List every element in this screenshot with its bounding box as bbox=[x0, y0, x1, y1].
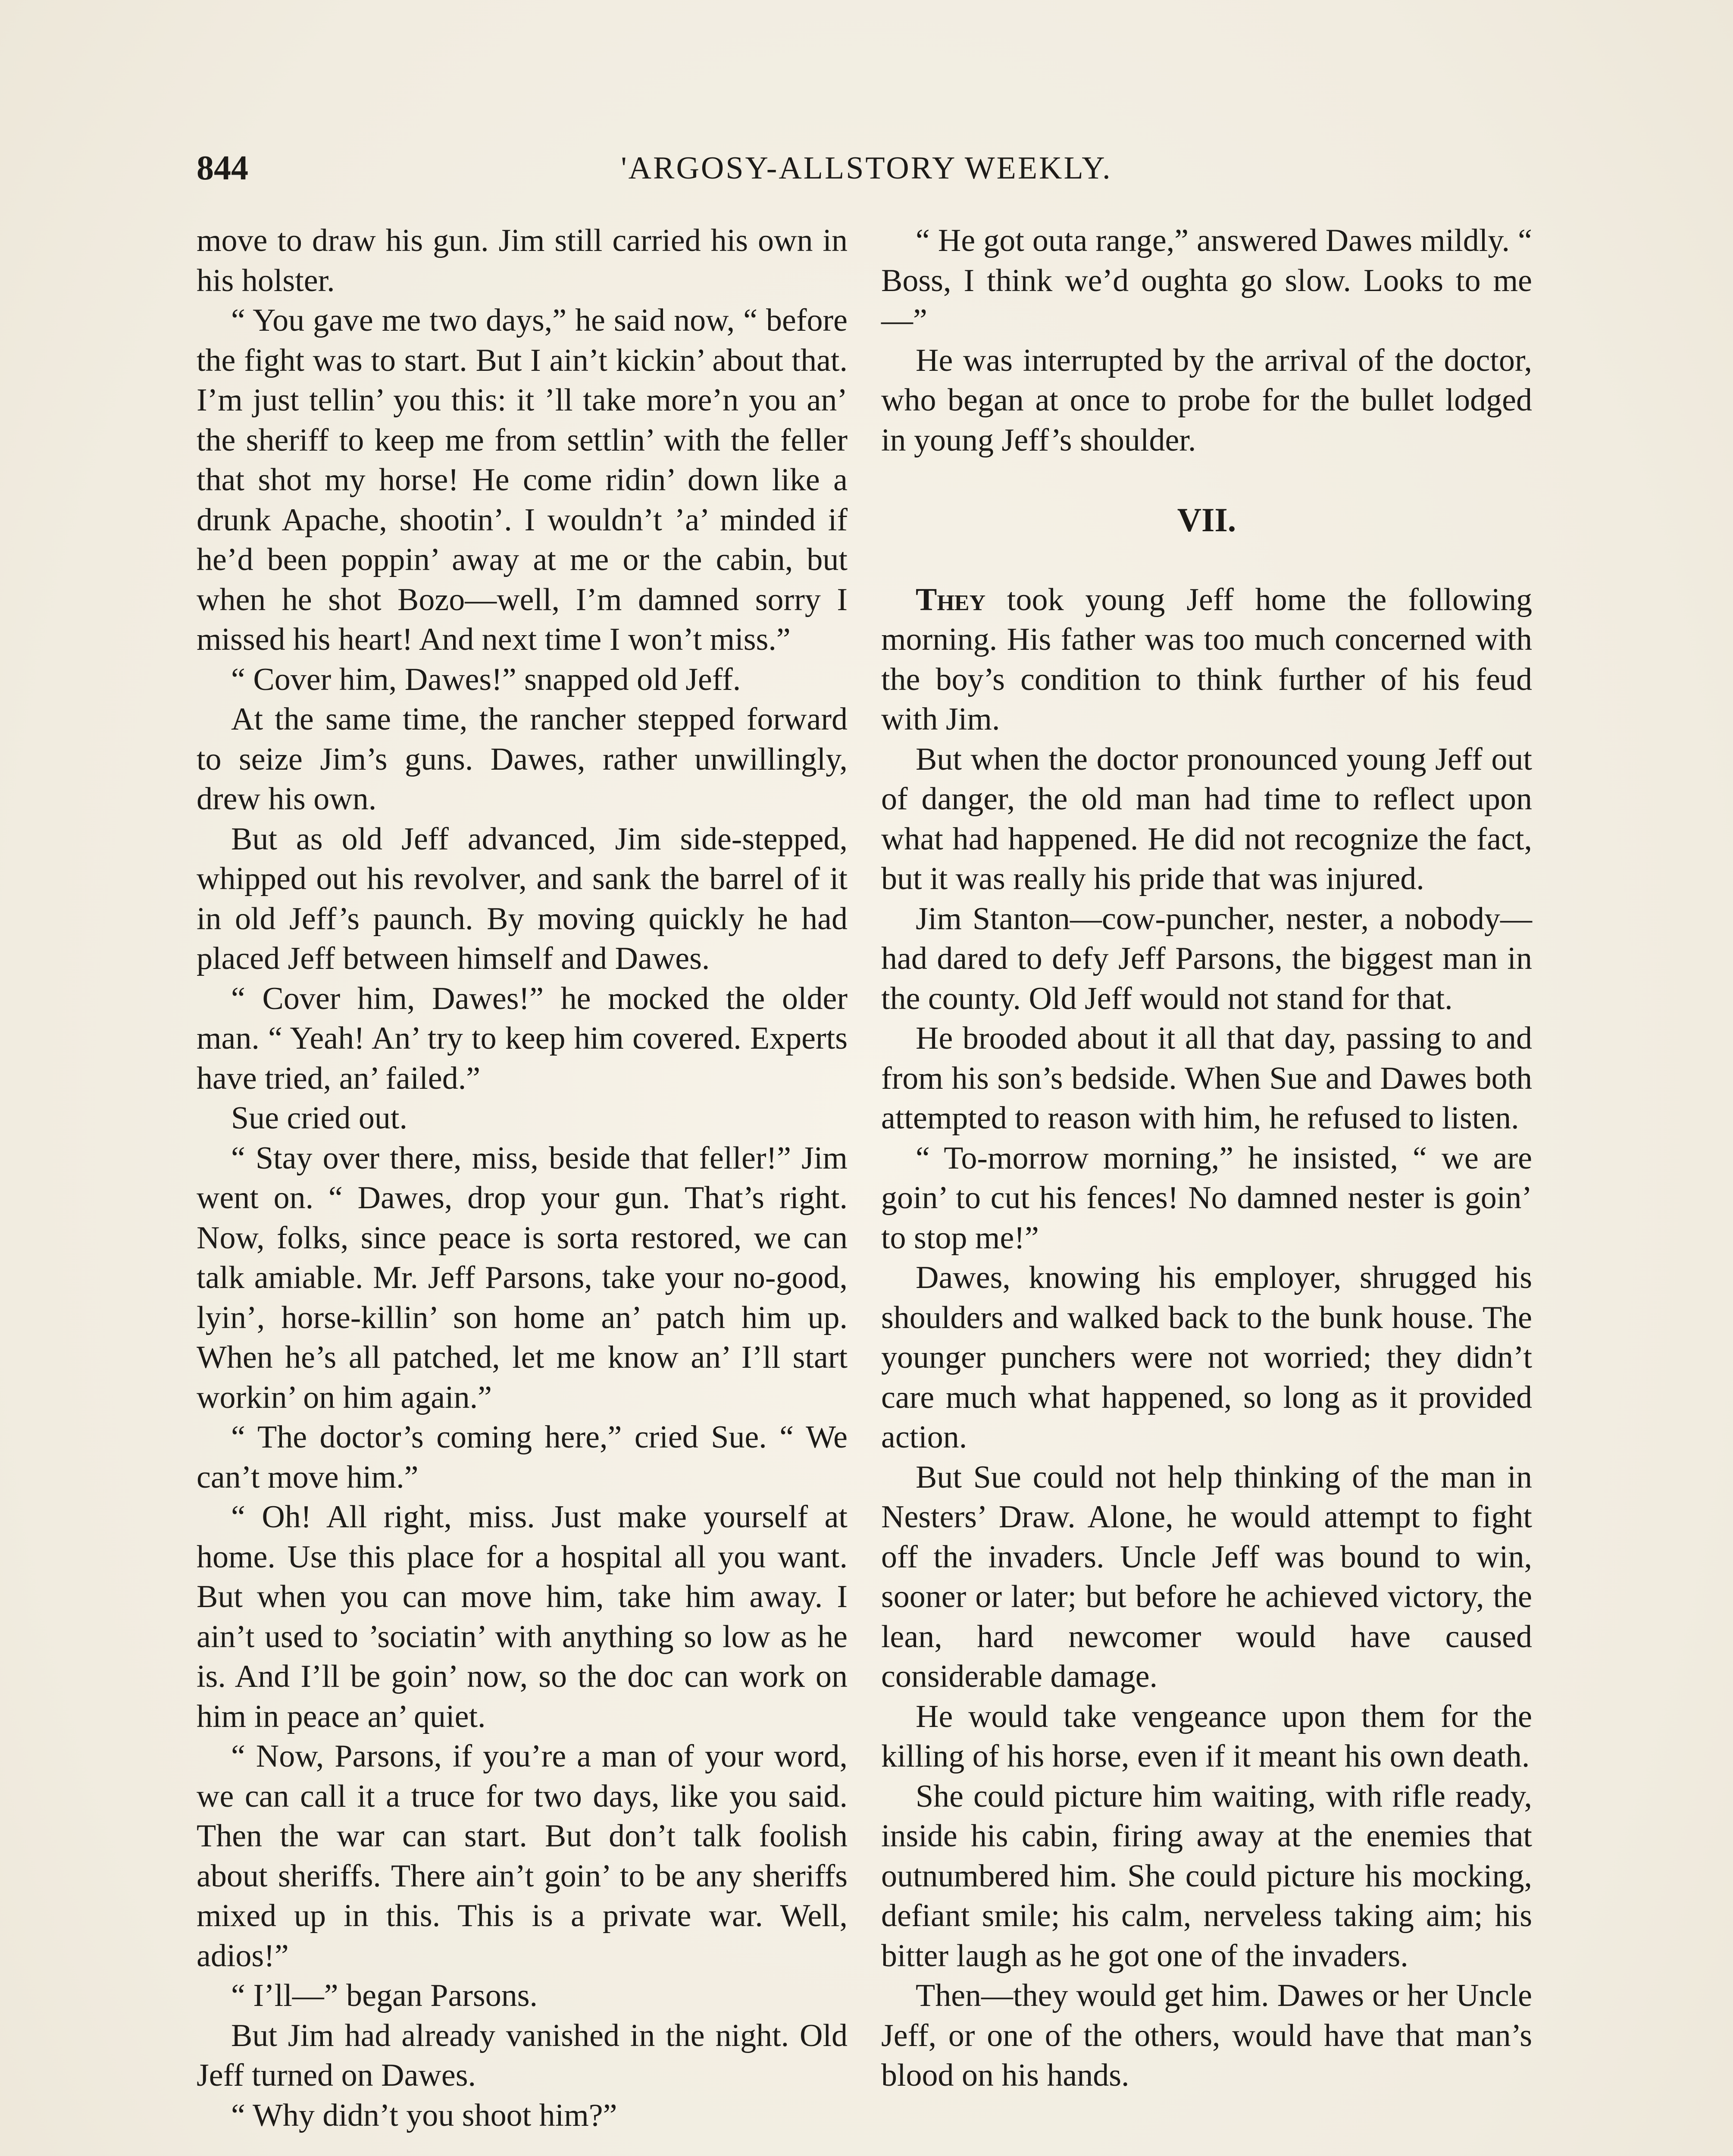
paragraph: move to draw his gun. Jim still carried his own in his holster. bbox=[197, 223, 848, 298]
chapter-heading: VII. bbox=[1177, 501, 1236, 539]
paragraph: But as old Jeff advanced, Jim side-stepped, whipped out his revolver, and sank the barrel of it in old Jeff’s paunch. By moving quickly he had placed Jeff between himself and Dawes. bbox=[197, 821, 848, 976]
paragraph: “ Cover him, Dawes!” snapped old Jeff. bbox=[231, 661, 741, 697]
paragraph: Sue cried out. bbox=[231, 1100, 407, 1136]
page-header bbox=[197, 144, 1536, 192]
right-column bbox=[881, 221, 1532, 2096]
paragraph: “ Oh! All right, miss. Just make yourself at home. Use this place for a hospital all you want. But when you can move him, take him away. I ain’t used to ’sociatin’ with anything so low as he is. And I’ll be goin’ now, so the doc can work on him in peace an’ quiet. bbox=[197, 1499, 848, 1734]
paragraph: “ Stay over there, miss, beside that feller!” Jim went on. “ Dawes, drop your gun. That’s right. Now, folks, since peace is sorta restored, we can talk amiable. Mr. Jeff Parsons, take your no-good, lyin’, horse-killin’ son home an’ patch him up. When he’s all patched, let me know an’ I’ll start workin’ on him again.” bbox=[197, 1140, 848, 1415]
paragraph: “ You gave me two days,” he said now, “ before the fight was to start. But I ain’t kickin’ about that. I’m just tellin’ you this: it ’ll take more’n you an’ the sheriff to keep me from settlin’ with the feller that shot my horse! He come ridin’ down like a drunk Apache, shootin’. I wouldn’t ’a’ minded if he’d been poppin’ away at me or the cabin, but when he shot Bozo—well, I’m damned sorry I missed his heart! And next time I won’t miss.” bbox=[197, 303, 848, 657]
paragraph: “ He got outa range,” answered Dawes mildly. “ Boss, I think we’d oughta go slow. Looks to me—” bbox=[881, 223, 1532, 338]
paragraph: He brooded about it all that day, passing to and from his son’s bedside. When Sue and Dawes both attempted to reason with him, he refused to listen. bbox=[881, 1021, 1532, 1136]
paragraph: Dawes, knowing his employer, shrugged his shoulders and walked back to the bunk house. The younger punchers were not worried; they didn’t care much what happened, so long as it provided action. bbox=[881, 1260, 1532, 1455]
running-head: 'ARGOSY-ALLSTORY WEEKLY. bbox=[621, 150, 1112, 186]
paragraph: But Jim had already vanished in the night. Old Jeff turned on Dawes. bbox=[197, 2018, 848, 2093]
chapter-opening-text: took young Jeff home the following morning. His father was too much concerned with the boy’s condition to think further of his feud with Jim. bbox=[881, 582, 1532, 737]
paragraph: He was interrupted by the arrival of the doctor, who began at once to probe for the bullet lodged in young Jeff’s shoulder. bbox=[881, 342, 1532, 458]
paragraph: “ Cover him, Dawes!” he mocked the older man. “ Yeah! An’ try to keep him covered. Experts have tried, an’ failed.” bbox=[197, 981, 848, 1096]
paragraph: He would take vengeance upon them for the killing of his horse, even if it meant his own death. bbox=[881, 1698, 1532, 1774]
paragraph: “ I’ll—” began Parsons. bbox=[231, 1978, 538, 2013]
paragraph: But when the doctor pronounced young Jeff out of danger, the old man had time to reflect upon what had happened. He did not recognize the fact, but it was really his pride that was injured. bbox=[881, 741, 1532, 896]
paragraph: At the same time, the rancher stepped forward to seize Jim’s guns. Dawes, rather unwillingly, drew his own. bbox=[197, 702, 848, 817]
paragraph: But Sue could not help thinking of the man in Nesters’ Draw. Alone, he would attempt to fight off the invaders. Uncle Jeff was bound to win, sooner or later; but before he achieved victory, the lean, hard newcomer would have caused considerable damage. bbox=[881, 1459, 1532, 1694]
paragraph: “ The doctor’s coming here,” cried Sue. “ We can’t move him.” bbox=[197, 1420, 848, 1495]
left-column bbox=[197, 221, 848, 2135]
chapter-first-word: They bbox=[916, 582, 986, 617]
chapter-opening-paragraph bbox=[881, 580, 1532, 740]
page-number: 844 bbox=[197, 149, 248, 187]
paragraph: Then—they would get him. Dawes or her Uncle Jeff, or one of the others, would have that man’s blood on his hands. bbox=[881, 1978, 1532, 2093]
paragraph: “ To-morrow morning,” he insisted, “ we are goin’ to cut his fences! No damned nester is goin’ to stop me!” bbox=[881, 1140, 1532, 1256]
paragraph: “ Why didn’t you shoot him?” bbox=[231, 2097, 617, 2133]
paragraph: “ Now, Parsons, if you’re a man of your word, we can call it a truce for two days, like you said. Then the war can start. But don’t talk foolish about sheriffs. There ain’t goin’ to be any sheriffs mixed up in this. This is a private war. Well, adios!” bbox=[197, 1739, 848, 1974]
paragraph: Jim Stanton—cow-puncher, nester, a nobody—had dared to defy Jeff Parsons, the biggest man in the county. Old Jeff would not stand for that. bbox=[881, 901, 1532, 1016]
paragraph: She could picture him waiting, with rifle ready, inside his cabin, firing away at the enemies that outnumbered him. She could picture his mocking, defiant smile; his calm, nerveless taking aim; his bitter laugh as he got one of the invaders. bbox=[881, 1778, 1532, 1974]
